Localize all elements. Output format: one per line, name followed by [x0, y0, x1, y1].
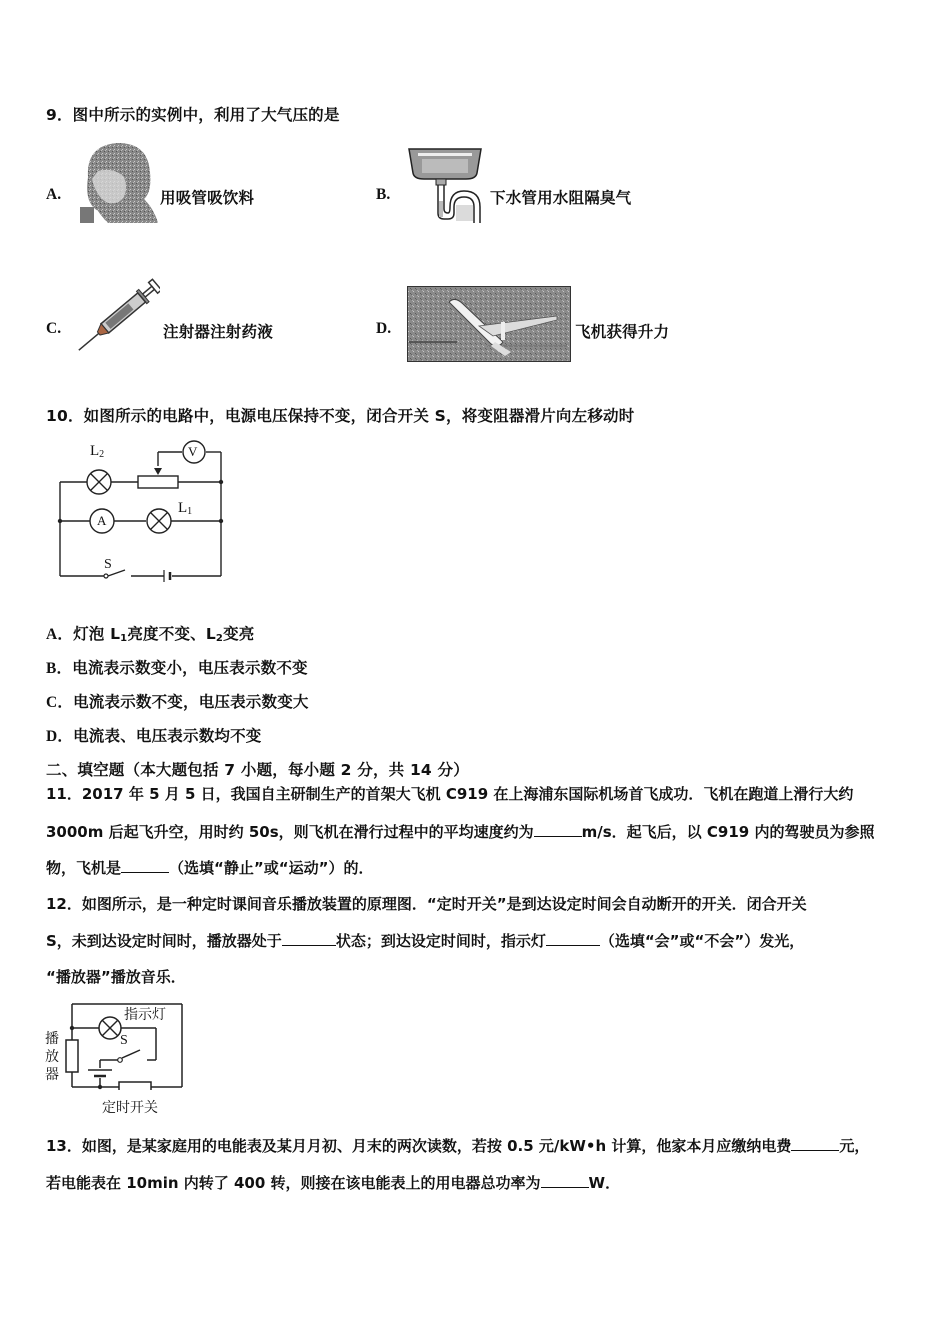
switch-symbol — [104, 574, 108, 578]
q12-line-3: “播放器”播放音乐． — [46, 968, 186, 986]
indicator-lamp-symbol — [99, 1017, 121, 1039]
q13-line-2: 若电能表在 10min 内转了 400 转，则接在该电能表上的用电器总功率为 W． — [46, 1174, 621, 1192]
q9-option-b-letter: B. — [376, 186, 391, 203]
q9-option-d-text: 飞机获得升力 — [575, 323, 670, 341]
ammeter-label: A — [97, 513, 107, 528]
q11-line-3: 物，飞机是 （选填“静止”或“运动”）的． — [46, 859, 374, 877]
syringe-image — [78, 270, 160, 362]
label-l2: $L_2$ — [90, 443, 105, 460]
indicator-lamp-label: 指示灯 — [124, 1007, 166, 1023]
sink-drain-trap-image — [406, 143, 488, 223]
rheostat-symbol — [138, 476, 178, 488]
q13-line-1: 13．如图，是某家庭用的电能表及某月月初、月末的两次读数，若按 0.5 元/kW•h 计算，他家本月应缴纳电费 元， — [46, 1137, 870, 1155]
section-2-title: 二、填空题（本大题包括 7 小题，每小题 2 分，共 14 分） — [46, 761, 469, 779]
q9-stem: 9．图中所示的实例中，利用了大气压的是 — [46, 106, 340, 124]
q12-line-2: S，未到达设定时间时，播放器处于 状态；到达设定时间时，指示灯 （选填“会”或“不会”）发光， — [46, 932, 805, 950]
airplane-takeoff-image — [407, 286, 571, 362]
player-label: 播 放 器 — [45, 1031, 59, 1083]
q12-blank-player-state[interactable] — [282, 931, 336, 946]
q10-option-c: C．电流表示数不变，电压表示数变大 — [46, 693, 309, 711]
q9-option-d-letter: D. — [376, 320, 392, 337]
timer-switch-symbol — [119, 1082, 151, 1090]
switch-label: S — [104, 557, 112, 572]
switch-s-label: S — [120, 1033, 128, 1048]
q12-blank-lamp[interactable] — [546, 931, 600, 946]
q9-option-a-text: 用吸管吸饮料 — [160, 189, 255, 207]
q10-option-d: D．电流表、电压表示数均不变 — [46, 727, 262, 745]
boy-drinking-straw-image — [78, 137, 160, 225]
voltmeter-label: V — [188, 444, 198, 459]
lamp-l2-symbol — [87, 470, 111, 494]
q10-circuit-diagram — [50, 440, 230, 585]
q10-option-a: A．灯泡 $L_1$亮度不变、$L_2$变亮 — [46, 625, 255, 644]
q9-option-b-text: 下水管用水阻隔臭气 — [490, 189, 632, 207]
q11-line-2: 3000m 后起飞升空，用时约 50s，则飞机在滑行过程中的平均速度约为 m/s．起飞后，以 C919 内的驾驶员为参照 — [46, 823, 875, 841]
q13-blank-fee[interactable] — [791, 1136, 839, 1151]
player-resistor-symbol — [66, 1040, 78, 1072]
q12-line-1: 12．如图所示，是一种定时课间音乐播放装置的原理图．“定时开关”是到达设定时间会自动断开的开关．闭合开关 — [46, 895, 807, 913]
q9-option-c-letter: C. — [46, 320, 62, 337]
q9-option-c-text: 注射器注射药液 — [163, 323, 273, 341]
q11-line-1: 11．2017 年 5 月 5 日，我国自主研制生产的首架大飞机 C919 在上海浦东国际机场首飞成功．飞机在跑道上滑行大约 — [46, 785, 854, 803]
q13-blank-power[interactable] — [541, 1173, 589, 1188]
q9-option-a-letter: A. — [46, 186, 62, 203]
q11-blank-motion[interactable] — [121, 858, 169, 873]
q11-blank-speed[interactable] — [534, 822, 582, 837]
slider-arrow — [154, 468, 162, 475]
switch-s-symbol — [118, 1058, 123, 1063]
label-l1: $L_1$ — [178, 500, 193, 517]
q10-option-b: B．电流表示数变小，电压表示数不变 — [46, 659, 308, 677]
lamp-l1-symbol — [147, 509, 171, 533]
timer-switch-label: 定时开关 — [102, 1100, 158, 1116]
q10-stem: 10．如图所示的电路中，电源电压保持不变，闭合开关 S，将变阻器滑片向左移动时 — [46, 407, 635, 425]
